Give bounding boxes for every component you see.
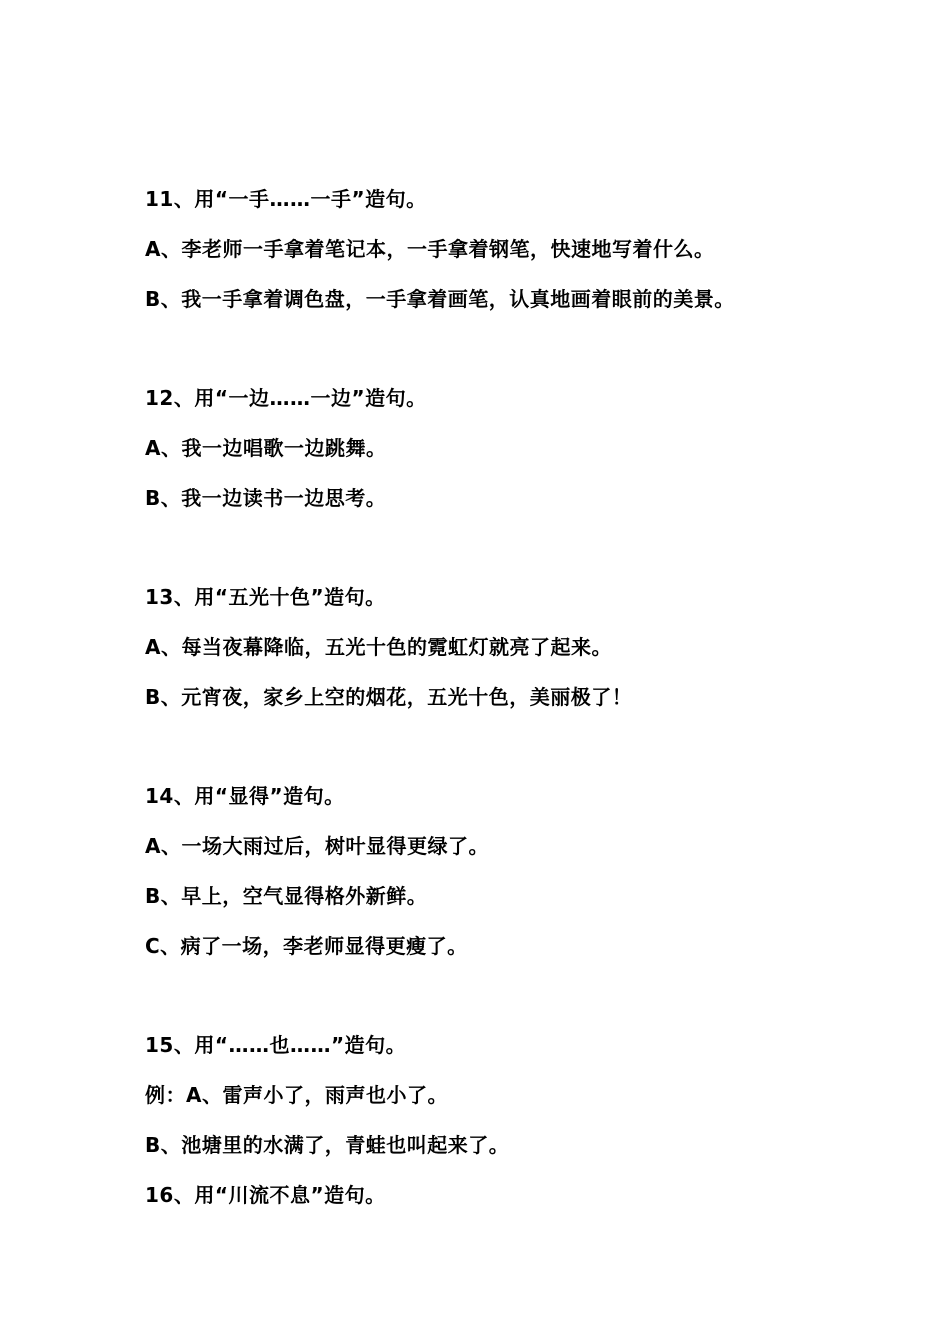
- answer-15-a: 例：A、雷声小了，雨声也小了。: [145, 1083, 448, 1107]
- question-16: 16、用“川流不息”造句。: [145, 1183, 386, 1207]
- answer-11-b: B、我一手拿着调色盘，一手拿着画笔，认真地画着眼前的美景。: [145, 287, 735, 311]
- answer-15-b: B、池塘里的水满了，青蛙也叫起来了。: [145, 1133, 510, 1157]
- answer-13-b: B、元宵夜，家乡上空的烟花，五光十色，美丽极了！: [145, 685, 633, 709]
- question-15: 15、用“……也……”造句。: [145, 1033, 407, 1057]
- question-13: 13、用“五光十色”造句。: [145, 585, 386, 609]
- question-12: 12、用“一边……一边”造句。: [145, 386, 427, 410]
- answer-14-b: B、早上，空气显得格外新鲜。: [145, 884, 428, 908]
- answer-14-c: C、病了一场，李老师显得更瘦了。: [145, 934, 468, 958]
- question-14: 14、用“显得”造句。: [145, 784, 345, 808]
- question-11: 11、用“一手……一手”造句。: [145, 187, 427, 211]
- answer-14-a: A、一场大雨过后，树叶显得更绿了。: [145, 834, 489, 858]
- answer-11-a: A、李老师一手拿着笔记本，一手拿着钢笔，快速地写着什么。: [145, 237, 715, 261]
- answer-12-a: A、我一边唱歌一边跳舞。: [145, 436, 387, 460]
- answer-12-b: B、我一边读书一边思考。: [145, 486, 387, 510]
- answer-13-a: A、每当夜幕降临，五光十色的霓虹灯就亮了起来。: [145, 635, 612, 659]
